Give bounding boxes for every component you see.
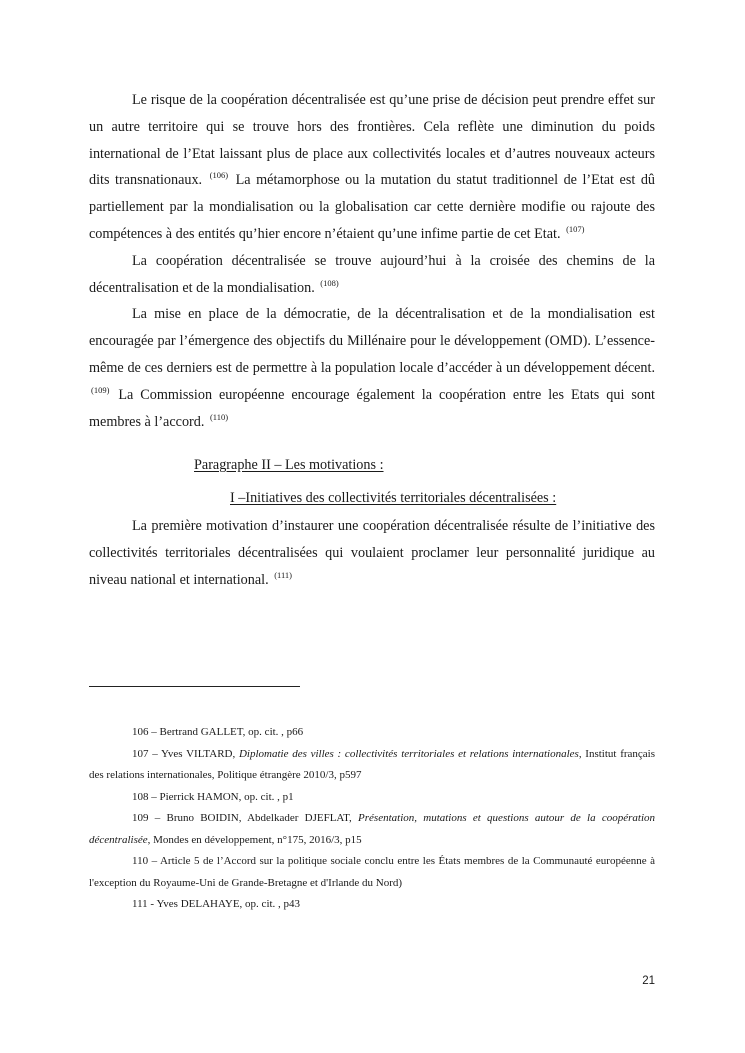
paragraph-text: La mise en place de la démocratie, de la décentralisation et de la mondialisation est encouragée par l’émergence des objectifs du Millénaire pour le développement (OMD). L’essence-même de ces derniers est de permettre à la population locale d’accéder à un développement décent.: [89, 306, 655, 376]
footnote-text: , Institut français des relations internationales, Politique étrangère 2010/3, p597: [89, 747, 656, 781]
footnote-text: 107 – Yves VILTARD,: [132, 747, 236, 760]
paragraph-text: La Commission européenne encourage également la coopération entre les Etats qui sont membres à l’accord.: [89, 386, 655, 430]
page-number: 21: [642, 975, 655, 987]
footnote-separator: [89, 686, 300, 687]
paragraph-text: La coopération décentralisée se trouve aujourd’hui à la croisée des chemins de la décentralisation et de la mondialisation.: [89, 252, 655, 296]
paragraph-crossroads: [89, 248, 655, 302]
body-text: [89, 87, 655, 435]
footnotes: [89, 722, 655, 916]
footnote-109: [89, 808, 655, 851]
footnote-ref-108[interactable]: (108): [320, 277, 339, 288]
paragraph-text: La métamorphose ou la mutation du statut traditionnel de l’Etat est dû partiellement par la mondialisation ou la globalisation car cette dernière modifie ou rajoute des compétences à des entités qu’hier encore n’étaient qu’une infime partie de cet Etat.: [89, 172, 656, 242]
footnote-111: 111 - Yves DELAHAYE, op. cit. , p43: [132, 898, 301, 910]
body-text-after: [89, 513, 655, 593]
footnote-ref-109[interactable]: (109): [91, 384, 110, 395]
paragraph-text: Le risque de la coopération décentralisée est qu’une prise de décision peut prendre effet sur un autre territoire qui se trouve hors des frontières. Cela reflète une diminution du poids international de l’Etat laissant plus de place aux collectivités locales et d’autres nouveaux acteurs dits transnationaux.: [89, 92, 655, 189]
section-heading-sub: I –Initiatives des collectivités territoriales décentralisées :: [230, 490, 557, 506]
footnote-text: 109 – Bruno BOIDIN, Abdelkader DJEFLAT,: [132, 812, 352, 824]
section-heading-paragraph: Paragraphe II – Les motivations :: [194, 457, 384, 473]
footnote-106: 106 – Bertrand GALLET, op. cit. , p66: [132, 726, 304, 738]
footnote-107: [89, 744, 655, 787]
footnote-ref-106[interactable]: (106): [209, 170, 229, 181]
footnote-110: 110 – Article 5 de l’Accord sur la politique sociale conclu entre les États membres de la Communauté européenne à l'exception du Royaume-Uni de Grande-Bretagne et d'Irlande du Nord): [89, 855, 655, 889]
footnote-title: Diplomatie des villes : collectivités territoriales et relations internationales: [238, 747, 579, 760]
paragraph-motivation: [89, 513, 655, 593]
footnote-ref-107[interactable]: (107): [566, 223, 585, 234]
footnote-ref-110[interactable]: (110): [209, 411, 229, 422]
footnote-text: , Mondes en développement, n°175, 2016/3, p15: [147, 833, 362, 846]
paragraph-democracy: [89, 301, 655, 435]
paragraph-risk: [89, 87, 655, 248]
paragraph-text: La première motivation d’instaurer une coopération décentralisée résulte de l’initiative des collectivités territoriales décentralisées qui voulaient proclamer leur personnalité juridique au niveau national et international.: [89, 518, 655, 588]
footnote-ref-111[interactable]: (111): [274, 569, 292, 580]
footnote-108: 108 – Pierrick HAMON, op. cit. , p1: [132, 790, 294, 803]
footnote-title: Présentation, mutations et questions autour de la coopération décentralisée: [89, 812, 655, 846]
